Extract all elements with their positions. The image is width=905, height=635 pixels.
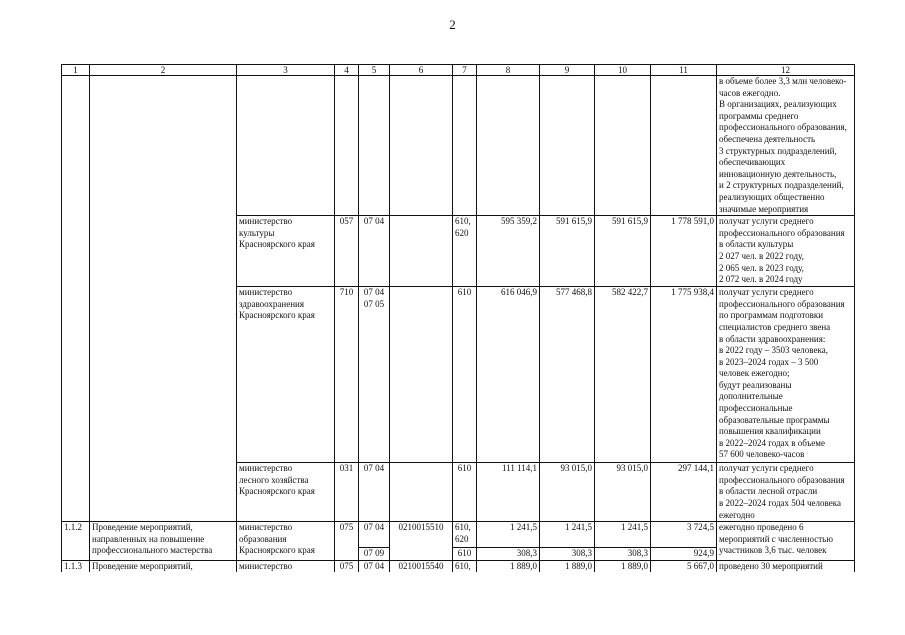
amount-2022-cell: 1 241,5 [477, 522, 540, 548]
expense-type-cell: 610, 620 [453, 216, 477, 287]
section-cell: 07 04 07 05 [359, 287, 390, 463]
code-cell: 031 [335, 463, 359, 522]
amount-total-cell: 1 775 938,4 [651, 287, 717, 463]
expense-type-cell: 610 [453, 463, 477, 522]
amount-2022-cell: 111 114,1 [477, 463, 540, 522]
amount-2023-cell: 577 468,8 [540, 287, 595, 463]
amount-total-cell: 297 144,1 [651, 463, 717, 522]
header-cell: 1 [62, 65, 90, 76]
expense-type-cell: 610, [453, 560, 477, 572]
amount-2022-cell: 616 046,9 [477, 287, 540, 463]
executor-cell: министерство здравоохранения Красноярского края [237, 287, 335, 463]
table-row [62, 560, 855, 572]
header-cell: 8 [477, 65, 540, 76]
amount-2023-cell: 1 889,0 [540, 560, 595, 572]
result-cell: ежегодно проведено 6 мероприятий с численностью участников 3,6 тыс. человек [717, 522, 855, 561]
executor-cell: министерство образования Красноярского края [237, 522, 335, 561]
amount-2023-cell: 1 241,5 [540, 522, 595, 548]
amount-2023-cell: 308,3 [540, 548, 595, 561]
code-cell: 710 [335, 287, 359, 463]
expense-type-cell: 610 [453, 287, 477, 463]
header-cell: 4 [335, 65, 359, 76]
section-cell: 07 04 [359, 522, 390, 548]
amount-2022-cell: 595 359,2 [477, 216, 540, 287]
section-cell: 07 04 [359, 463, 390, 522]
header-cell: 11 [651, 65, 717, 76]
section-cell: 07 09 [359, 548, 390, 561]
amount-2023-cell: 93 015,0 [540, 463, 595, 522]
header-cell: 9 [540, 65, 595, 76]
target-article-cell: 0210015540 [390, 560, 453, 572]
amount-total-cell: 3 724,5 [651, 522, 717, 548]
amount-total-cell: 5 667,0 [651, 560, 717, 572]
header-cell: 2 [90, 65, 237, 76]
activity-name-cell: Проведение мероприятий, направленных на повышение профессионального мастерства [90, 522, 237, 561]
result-cell: получат услуги среднего профессионального образования в области культуры 2 027 чел. в 2022 году, 2 065 чел. в 2023 году, 2 072 чел. в 2024 году [717, 216, 855, 287]
page-number: 2 [449, 17, 456, 32]
amount-2024-cell: 1 241,5 [595, 522, 651, 548]
code-cell: 075 [335, 560, 359, 572]
table-row [62, 522, 855, 548]
amount-2022-cell: 308,3 [477, 548, 540, 561]
section-cell: 07 04 [359, 216, 390, 287]
amount-2022-cell: 1 889,0 [477, 560, 540, 572]
code-cell: 057 [335, 216, 359, 287]
amount-2024-cell: 308,3 [595, 548, 651, 561]
amount-2024-cell: 582 422,7 [595, 287, 651, 463]
table-row [62, 76, 855, 216]
amount-2024-cell: 591 615,9 [595, 216, 651, 287]
header-cell: 10 [595, 65, 651, 76]
budget-table [61, 64, 855, 572]
expense-type-cell: 610 [453, 548, 477, 561]
item-number-cell: 1.1.2 [62, 522, 90, 561]
activity-name-cell: Проведение мероприятий, [90, 560, 237, 572]
header-cell: 7 [453, 65, 477, 76]
item-number-cell: 1.1.3 [62, 560, 90, 572]
executor-cell: министерство лесного хозяйства Красноярского края [237, 463, 335, 522]
result-cell: проведено 30 мероприятий [717, 560, 855, 572]
amount-2024-cell: 93 015,0 [595, 463, 651, 522]
executor-cell: министерство [237, 560, 335, 572]
result-cell: в объеме более 3,3 млн человеко- часов ежегодно. В организациях, реализующих программы среднего профессионального образования, обеспечена деятельность 3 структурных подразделений, обеспечивающих инновационную деятельность, и 2 структурных подразделений, реализующих общественно значимые мероприятия [717, 76, 855, 216]
section-cell: 07 04 [359, 560, 390, 572]
result-cell: получат услуги среднего профессионального образования в области лесной отрасли в 2022–2024 годах 504 человека ежегодно [717, 463, 855, 522]
code-cell: 075 [335, 522, 359, 561]
result-cell: получат услуги среднего профессионального образования по программам подготовки специалистов среднего звена в области здравоохранения: в 2022 году – 3503 человека, в 2023–2024 годах – 3 500 человек ежегодно; будут реализованы дополнительные профессиональные образовательные программы повышения квалификации в 2022–2024 годах в объеме 57 600 человеко-часов [717, 287, 855, 463]
header-cell: 3 [237, 65, 335, 76]
header-cell: 5 [359, 65, 390, 76]
target-article-cell: 0210015510 [390, 522, 453, 561]
amount-2023-cell: 591 615,9 [540, 216, 595, 287]
header-row [62, 65, 855, 76]
expense-type-cell: 610, 620 [453, 522, 477, 548]
amount-2024-cell: 1 889,0 [595, 560, 651, 572]
executor-cell: министерство культуры Красноярского края [237, 216, 335, 287]
amount-total-cell: 924,9 [651, 548, 717, 561]
header-cell: 12 [717, 65, 855, 76]
header-cell: 6 [390, 65, 453, 76]
amount-total-cell: 1 778 591,0 [651, 216, 717, 287]
